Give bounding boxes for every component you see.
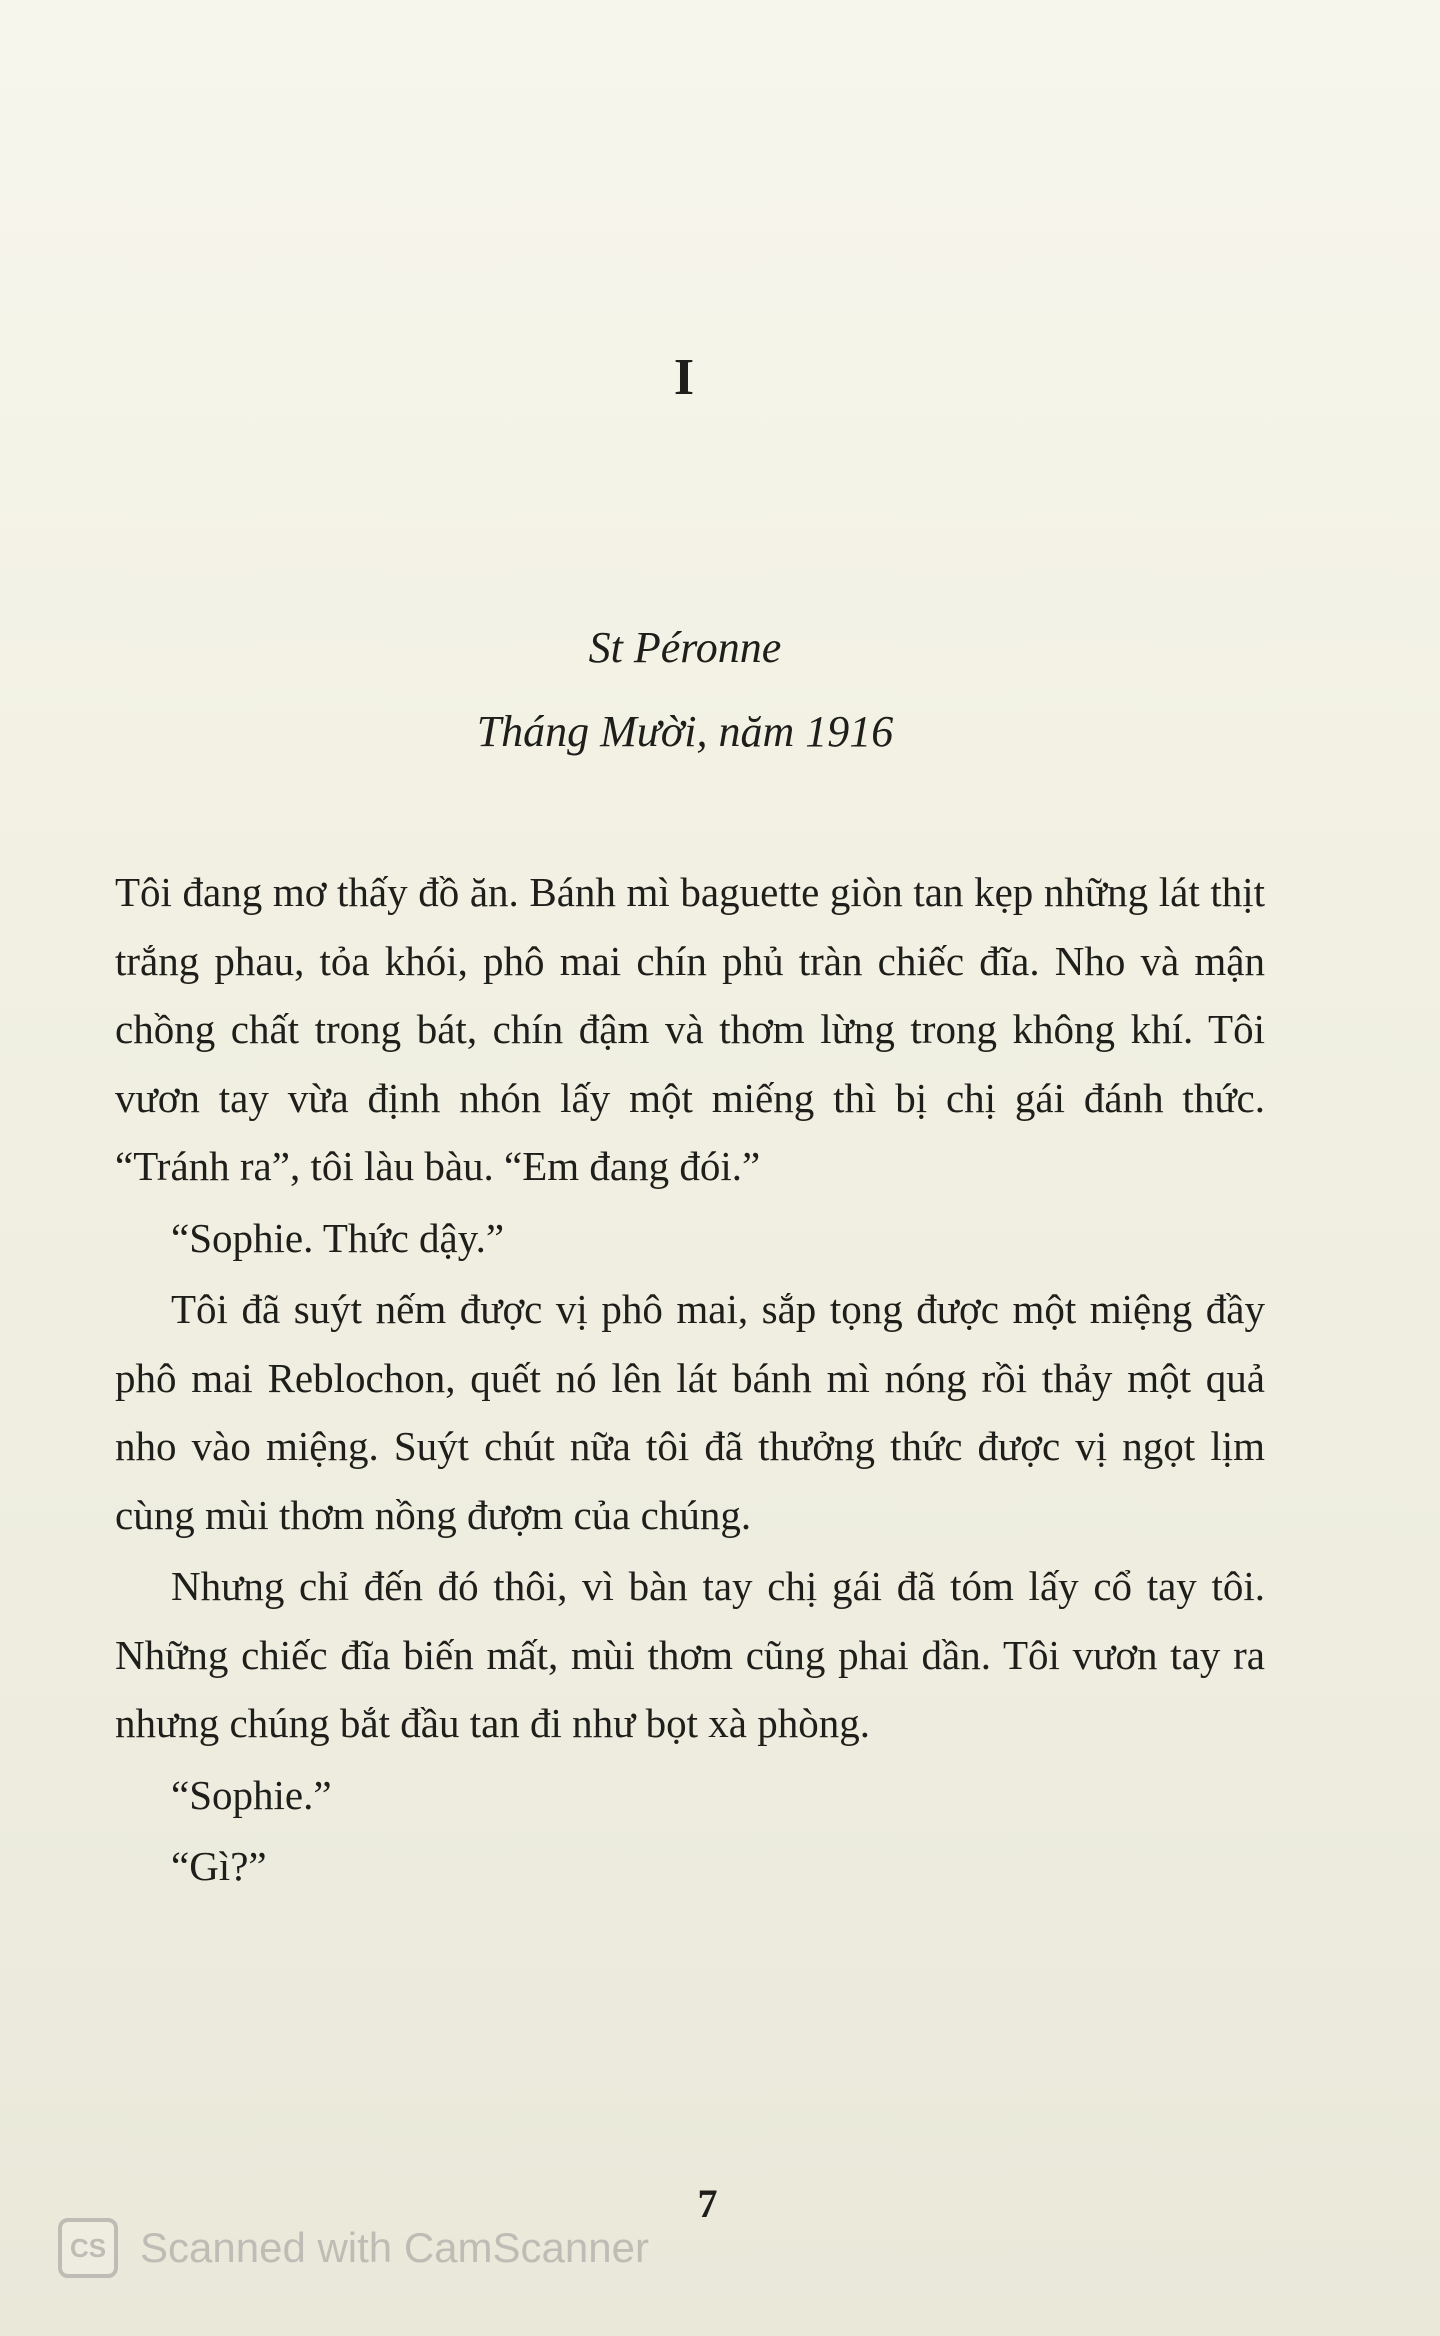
page-number: 7 bbox=[697, 2181, 718, 2226]
watermark-text: Scanned with CamScanner bbox=[140, 2224, 649, 2271]
chapter-place: St Péronne bbox=[588, 623, 782, 672]
paragraph: “Gì?” bbox=[171, 1843, 267, 1889]
paragraph: Tôi đã suýt nếm được vị phô mai, sắp tọng được một miệng đầy phô mai Reblochon, quết nó lên lát bánh mì nóng rồi thảy một quả nho vào miệng. Suýt chút nữa tôi đã thưởng thức được vị ngọt lịm cùng mùi thơm nồng đượm của chúng. bbox=[115, 1286, 1265, 1538]
paragraph: “Sophie.” bbox=[171, 1771, 332, 1818]
paragraph: Nhưng chỉ đến đó thôi, vì bàn tay chị gái đã tóm lấy cổ tay tôi. Những chiếc đĩa biến mất, mùi thơm cũng phai dần. Tôi vươn tay ra nhưng chúng bắt đầu tan đi như bọt xà phòng. bbox=[115, 1563, 1265, 1746]
paragraph: “Sophie. Thức dậy.” bbox=[171, 1214, 505, 1261]
camscanner-logo-icon: CS bbox=[58, 2218, 118, 2278]
camscanner-watermark bbox=[58, 2218, 649, 2278]
paragraph: Tôi đang mơ thấy đồ ăn. Bánh mì baguette giòn tan kẹp những lát thịt trắng phau, tỏa khói, phô mai chín phủ tràn chiếc đĩa. Nho và mận chồng chất trong bát, chín đậm và thơm lừng trong không khí. Tôi vươn tay vừa định nhón lấy một miếng thì bị chị gái đánh thức. “Tránh ra”, tôi làu bàu. “Em đang đói.” bbox=[115, 869, 1265, 1189]
chapter-date: Tháng Mười, năm 1916 bbox=[476, 707, 894, 756]
chapter-body bbox=[115, 858, 1265, 1904]
chapter-number: I bbox=[673, 349, 697, 406]
